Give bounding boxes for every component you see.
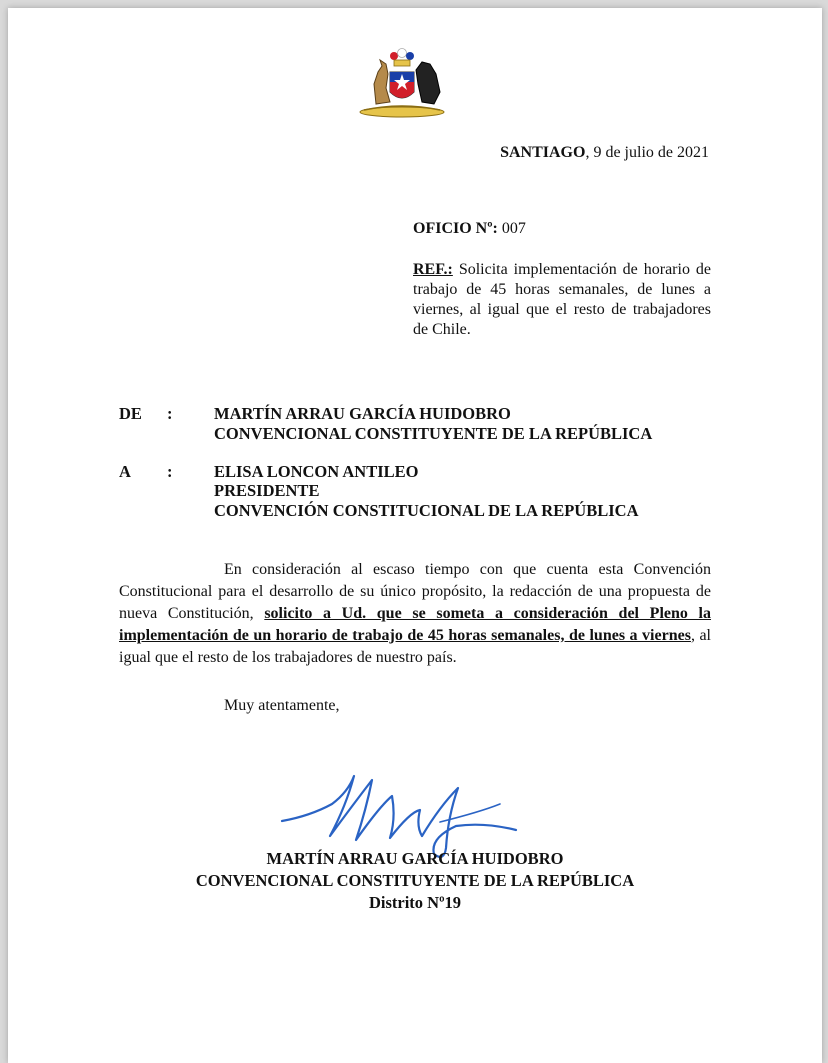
- body-paragraph: [119, 559, 711, 669]
- signer-block: [8, 848, 822, 914]
- signer-name: MARTÍN ARRAU GARCÍA HUIDOBRO: [266, 849, 564, 868]
- date: , 9 de julio de 2021: [585, 144, 709, 161]
- oficio-line: [413, 220, 526, 238]
- ref-text: Solicita implementación de horario de trabajo de 45 horas semanales, de lunes a viernes, al igual que el resto de trabajadores de Chile.: [413, 261, 711, 338]
- city: SANTIAGO: [500, 144, 586, 161]
- to-key: A: [119, 462, 131, 481]
- document-page: [8, 8, 822, 1063]
- body-part2: , al igual que el resto de los trabajadores de nuestro país.: [119, 627, 711, 666]
- from-colon: :: [167, 404, 173, 423]
- oficio-label: OFICIO Nº:: [413, 220, 498, 237]
- to-name: ELISA LONCON ANTILEO: [214, 462, 419, 481]
- signer-role: CONVENCIONAL CONSTITUYENTE DE LA REPÚBLICA: [195, 871, 635, 890]
- to-role2: CONVENCIÓN CONSTITUCIONAL DE LA REPÚBLICA: [214, 501, 639, 520]
- reference: [413, 260, 711, 340]
- closing: Muy atentamente,: [224, 697, 340, 714]
- signer-district: Distrito Nº19: [368, 893, 462, 912]
- from-role: CONVENCIONAL CONSTITUYENTE DE LA REPÚBLICA: [214, 424, 653, 443]
- to-colon: :: [167, 462, 173, 481]
- date-line: [500, 144, 709, 162]
- body-emphasis: solicito a Ud. que se someta a consideración del Pleno la implementación de un horario de trabajo de 45 horas semanales, de lunes a viernes: [119, 605, 712, 644]
- chile-coat-of-arms-icon: [356, 44, 448, 120]
- from-name: MARTÍN ARRAU GARCÍA HUIDOBRO: [214, 404, 511, 423]
- oficio-number: 007: [497, 220, 526, 237]
- from-key: DE: [119, 404, 142, 423]
- body-part1: En consideración al escaso tiempo con que cuenta esta Convención Constitucional para el desarrollo de su único propósito, la redacción de una propuesta de nueva Constitución,: [119, 561, 711, 622]
- to-role1: PRESIDENTE: [214, 481, 320, 500]
- ref-label: REF.:: [413, 261, 453, 278]
